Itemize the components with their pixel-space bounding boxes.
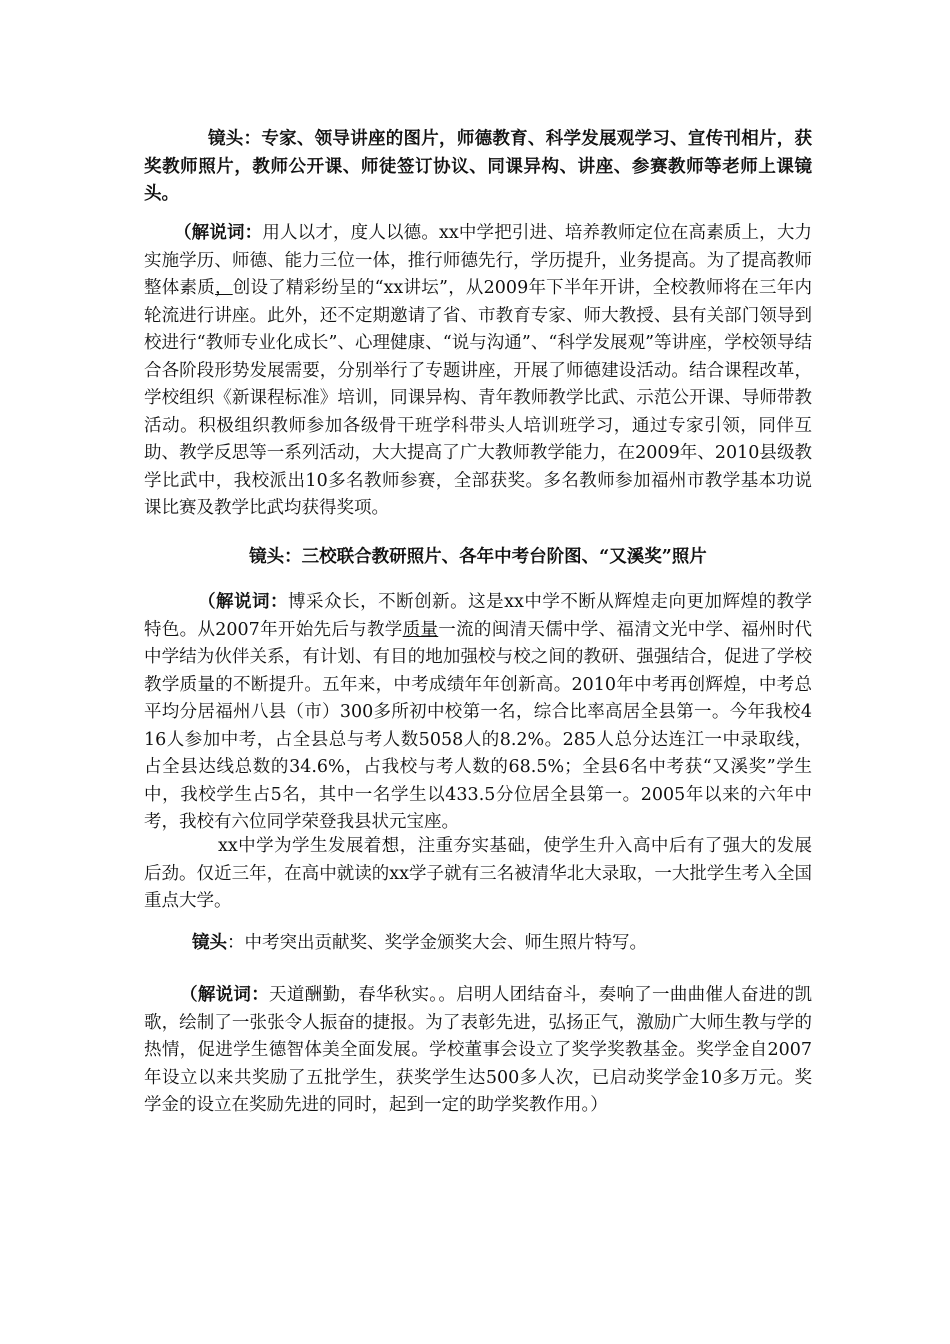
- narration-1-comma: ，: [214, 278, 233, 298]
- shot-2-text: 三校联合教研照片、各年中考台阶图、“又溪奖”照片: [301, 547, 707, 567]
- narration-2-paragraph: [144, 589, 812, 837]
- shot-3-text: ：中考突出贡献奖、奖学金颁奖大会、师生照片特写。: [227, 933, 647, 953]
- narration-2-underlined: 质量: [402, 619, 439, 640]
- narration-1-paragraph: [144, 220, 812, 523]
- narration-2-text-b: 一流的闽清天儒中学、福清文光中学、福州时代中学结为伙伴关系，有计划、有目的地加强校与校之间的教研、强强结合，促进了学校教学质量的不断提升。五年来，中考成绩年年创新高。2010年中考再创辉煌，中考总平均分居福州八县（市）300多所初中校第一名，综合比率高居全县第一。今年我校416人参加中考，占全县总与考人数5058人的8.2%。285人总分达连江一中录取线，占全县达线总数的34.6%，占我校与考人数的68.5%；全县6名中考获“又溪奖”学生中，我校学生占5名，其中一名学生以433.5分位居全县第一。2005年以来的六年中考，我校有六位同学荣登我县状元宝座。: [144, 619, 813, 832]
- narration-2-label: 解说词：: [216, 592, 289, 612]
- narration-1-text-a: 用人以才，度人以德。xx中学把引进、培养教师定位在高素质上，大力实施学历、师德、能力三位一体，推行师德先行，学历提升，业务提高。为了提高教师整体素质: [144, 223, 813, 298]
- shot-1-paragraph: [144, 126, 812, 209]
- shot-1-text: 专家、领导讲座的图片，师德教育、科学发展观学习、宣传刊相片，获奖教师照片，教师公开课、师徒签订协议、同课异构、讲座、参赛教师等老师上课镜头。: [144, 129, 813, 204]
- narration-1-text-b: 创设了精彩纷呈的“xx讲坛”，从2009年下半年开讲，全校教师将在三年内轮流进行讲座。此外，还不定期邀请了省、市教育专家、师大教授、县有关部门领导到校进行“教师专业化成长”、心理健康、“说与沟通”、“科学发展观”等讲座，学校领导结合各阶段形势发展需要，分别举行了专题讲座，开展了师德建设活动。结合课程改革，学校组织《新课程标准》培训，同课异构、青年教师教学比武、示范公开课、导师带教活动。积极组织教师参加各级骨干班学科带头人培训班学习，通过专家引领，同伴互助、教学反思等一系列活动，大大提高了广大教师教学能力，在2009年、2010县级教学比武中，我校派出10多名教师参赛，全部获奖。多名教师参加福州市教学基本功说课比赛及教学比武均获得奖项。: [144, 278, 813, 518]
- narration-3-text: 天道酬勤，春华秋实。。启明人团结奋斗，奏响了一曲曲催人奋进的凯歌，绘制了一张张令人振奋的捷报。为了表彰先进，弘扬正气，激励广大师生教与学的热情，促进学生德智体美全面发展。学校董事会设立了奖学奖教基金。奖学金自2007年设立以来共奖励了五批学生，获奖学生达500多人次，已启动奖学金10多万元。奖学金的设立在奖励先进的同时，起到一定的助学奖教作用。）: [144, 985, 813, 1115]
- shot-3-label: 镜头: [192, 933, 227, 953]
- narration-3-label: 解说词：: [197, 985, 270, 1005]
- narration-3-paragraph: [144, 982, 812, 1120]
- narration-2-text-a: 博采众长，不断创新。这是xx中学不断从辉煌走向更加辉煌的教学特色。从2007年开始先后与教学: [144, 592, 812, 640]
- shot-2-label: 镜头：: [249, 547, 302, 567]
- narration-2-open: （: [198, 592, 217, 612]
- paragraph-3: [144, 833, 812, 916]
- shot-3-paragraph: [144, 930, 812, 958]
- narration-1-label: 解说词：: [191, 223, 263, 243]
- narration-3-open: （: [180, 985, 198, 1005]
- narration-1-open: （: [174, 223, 192, 243]
- paragraph-3-text: xx中学为学生发展着想，注重夯实基础，使学生升入高中后有了强大的发展后劲。仅近三年，在高中就读的xx学子就有三名被清华北大录取，一大批学生考入全国重点大学。: [144, 836, 812, 911]
- shot-1-label: 镜头：: [208, 129, 262, 149]
- shot-2-paragraph: [144, 544, 812, 572]
